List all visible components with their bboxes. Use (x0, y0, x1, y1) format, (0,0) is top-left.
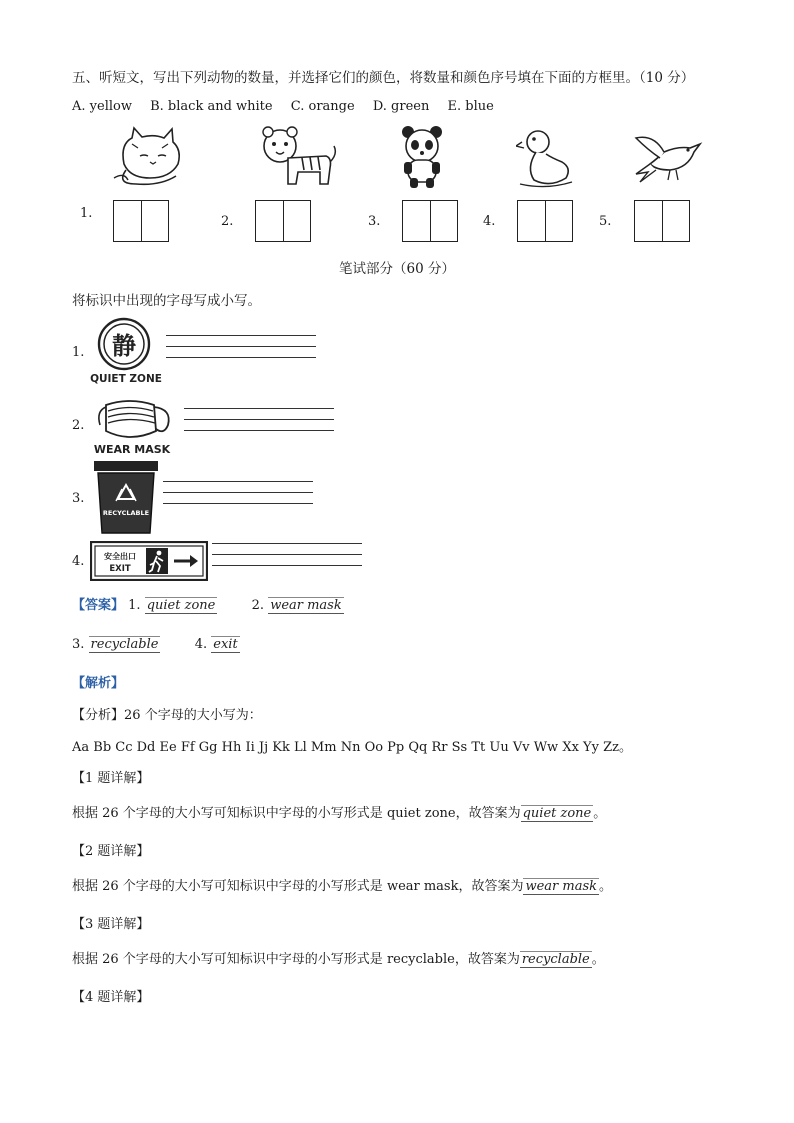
detail-text-3: 根据 26 个字母的大小写可知标识中字母的小写形式是 recyclable，故答案为 recyclable 。 (72, 952, 605, 967)
alphabet-text: Aa Bb Cc Dd Ee Ff Gg Hh Ii Jj Kk Ll Mm Nn Oo Pp Qq Rr Ss Tt Uu Vv Ww Xx Yy Zz。 (72, 740, 632, 755)
option-b: B. black and white (150, 99, 273, 114)
answer-box-1[interactable] (113, 200, 169, 242)
writing-lines-4[interactable] (212, 543, 362, 576)
answer-2: wear mask (270, 598, 342, 613)
fenxi-tag: 【分析】 (72, 708, 125, 723)
writing-lines-3[interactable] (163, 481, 313, 514)
detail-heading-2: 【2 题详解】 (72, 844, 150, 859)
option-a: A. yellow (72, 99, 132, 114)
recyclable-label: RECYCLABLE (102, 509, 150, 517)
answer-box-2[interactable] (255, 200, 311, 242)
question-title: 五、听短文，写出下列动物的数量，并选择它们的颜色，将数量和颜色序号填在下面的方框里。（10 分） (72, 70, 695, 86)
sign-number-1: 1. (72, 345, 85, 360)
answer-number-1: 1. (128, 598, 141, 613)
animal-number-1: 1. (80, 206, 93, 221)
cat-icon (110, 124, 196, 190)
exit-label-cn: 安全出口 (104, 552, 136, 561)
analysis-intro (72, 704, 262, 723)
detail-text-1: 根据 26 个字母的大小写可知标识中字母的小写形式是 quiet zone，故答案为 quiet zone 。 (72, 806, 607, 821)
recyclable-bin-icon (92, 459, 160, 535)
detail-text-2: 根据 26 个字母的大小写可知标识中字母的小写形式是 wear mask，故答案为 wear mask 。 (72, 879, 613, 894)
panda-icon (400, 124, 444, 190)
quiet-zone-label: QUIET ZONE (90, 373, 162, 385)
answer-tag: 【答案】 (72, 598, 125, 613)
answer-3: recyclable (90, 637, 159, 652)
detail-heading-4: 【4 题详解】 (72, 990, 150, 1005)
option-e: E. blue (447, 99, 494, 114)
answer-number-2: 2. (251, 598, 265, 613)
answer-4: exit (213, 637, 238, 652)
quiet-sign-glyph: 静 (112, 332, 136, 360)
analysis-tag: 【解析】 (72, 676, 125, 691)
quiet-zone-sign-icon (90, 316, 162, 386)
instruction-text: 将标识中出现的字母写成小写。 (72, 293, 261, 309)
duck-icon (516, 124, 574, 190)
answer-1: quiet zone (146, 598, 216, 613)
detail-heading-3: 【3 题详解】 (72, 917, 150, 932)
writing-lines-2[interactable] (184, 408, 334, 441)
detail-answer-1: quiet zone (522, 806, 592, 821)
writing-lines-1[interactable] (166, 335, 316, 368)
answer-box-3[interactable] (402, 200, 458, 242)
exit-label: EXIT (109, 564, 131, 574)
option-d: D. green (372, 99, 430, 114)
answer-row-2 (72, 636, 240, 653)
answer-row-1 (72, 594, 344, 614)
sign-number-4: 4. (72, 554, 85, 569)
animal-number-5: 5. (599, 214, 612, 229)
wear-mask-label: WEAR MASK (93, 443, 171, 456)
detail-heading-1: 【1 题详解】 (72, 771, 150, 786)
option-c: C. orange (290, 99, 355, 114)
bird-icon (634, 124, 704, 190)
answer-box-4[interactable] (517, 200, 573, 242)
animal-number-4: 4. (483, 214, 496, 229)
mask-sign-icon (90, 395, 180, 457)
sign-number-3: 3. (72, 491, 85, 506)
answer-number-4: 4. (194, 637, 208, 652)
answer-number-3: 3. (72, 637, 85, 652)
color-options (72, 99, 508, 114)
sign-number-2: 2. (72, 418, 85, 433)
fenxi-text: 26 个字母的大小写为： (124, 708, 262, 723)
exit-sign-icon (90, 541, 208, 581)
detail-answer-2: wear mask (525, 879, 598, 894)
animal-number-2: 2. (221, 214, 234, 229)
answer-box-5[interactable] (634, 200, 690, 242)
section-title: 笔试部分（60 分） (339, 261, 455, 277)
detail-answer-3: recyclable (521, 952, 590, 967)
animal-number-3: 3. (368, 214, 381, 229)
tiger-icon (258, 124, 338, 190)
